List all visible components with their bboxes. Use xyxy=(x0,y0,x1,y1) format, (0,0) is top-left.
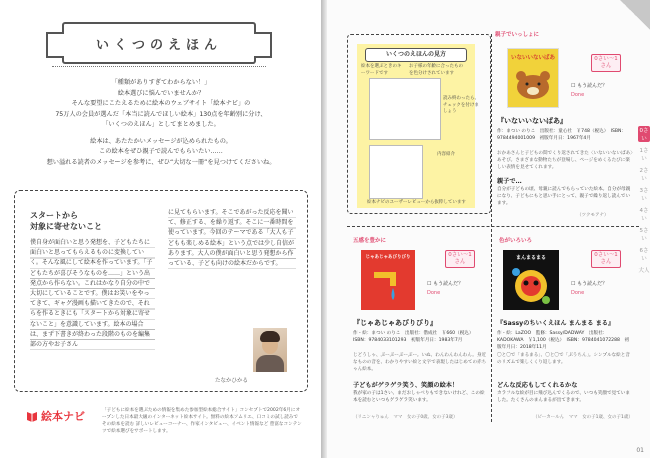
book-title: 『いないいないばあ』 xyxy=(497,117,567,125)
index-tab[interactable]: 4さい xyxy=(639,208,649,222)
index-tab[interactable]: 5さい xyxy=(639,228,649,242)
right-page xyxy=(327,0,650,458)
row-divider xyxy=(347,226,639,227)
book-tag: 親子でいっしょに xyxy=(495,32,540,38)
colorful-circles-icon xyxy=(508,264,554,306)
read-label: もう読んだ？ xyxy=(577,83,608,89)
review-heading: 親子で… xyxy=(497,178,522,185)
intro-line: この絵本をぜひ親子で読んでもらいたい…… xyxy=(99,148,223,155)
book-description: おかあさんと子どもの間でくり返されてきた〈いないいないばあ〉あそび。さまざまな動物たちが登場し、ページをめくるたびに楽しい表情を見せてくれます。 xyxy=(497,151,633,170)
logo-text: 絵本ナビ xyxy=(41,410,85,423)
index-tab[interactable]: 0さい xyxy=(639,128,649,142)
age-badge: 0さい〜1さん xyxy=(591,54,621,72)
intro-line: 絵本は、あたたかいメッセージが込められたもの。 xyxy=(90,137,232,145)
book-meta: 作：まつい のりこ 出版社：童心社 ￥748（税込） ISBN：9784494001009 初版年月日：1967年4月 xyxy=(497,129,627,141)
read-label: もう読んだ？ xyxy=(577,281,608,287)
done-label: Done xyxy=(427,290,441,296)
book-tag: 五感を豊かに xyxy=(353,238,387,244)
author-signature: たなかひかる xyxy=(215,378,249,384)
intro-line: 想い溢れる読者のメッセージを参考に、ぜひ“大切な一冊”を見つけてくださいね。 xyxy=(46,158,276,166)
cover-title: まんまるまる xyxy=(515,255,546,261)
page-corner-fold xyxy=(620,0,650,30)
review-heading: 子どもがゲラゲラ笑う、笑顔の絵本！ xyxy=(353,382,459,389)
book-description: 〇と〇で「まるまる」、〇と〇で「ぶうちん」。シンプルな絵と音のリズムで楽しくくり返します。 xyxy=(497,353,630,365)
book-logo-icon xyxy=(26,410,38,422)
index-tab[interactable]: 1さい xyxy=(639,148,649,162)
letter-heading-line: 対象に寄せないこと xyxy=(30,222,102,231)
book-cover xyxy=(503,250,559,310)
letter-heading xyxy=(30,210,102,232)
book-description: じどうしゃ、ぶーぶーぶーぶー。いぬ、わんわんわんわん。身近なものの音を、わかりやすい絵と文字で表現したはじめての赤ちゃん絵本。 xyxy=(353,353,487,372)
book-meta: 作・絵：LaZOO 監修：Sassy/DADWAY 出版社：KADOKAWA ￥1,100（税込） ISBN：9784041072288 初版年月日：2018年11月 xyxy=(497,331,630,350)
bear-illustration-icon xyxy=(513,69,553,101)
title-divider xyxy=(52,66,266,67)
read-check[interactable]: ☐ もう読んだ？ xyxy=(571,83,608,89)
letter-column-a xyxy=(30,238,155,350)
intro-line: 絵本選びに悩んでいませんか？ xyxy=(117,89,205,97)
faucet-illustration-icon xyxy=(368,268,408,302)
intro-line: そんな要望にこたえるために絵本のウェブサイト「絵本ナビ」の xyxy=(71,100,251,107)
review-heading: どんな反応もしてくれるかな xyxy=(497,382,578,389)
index-tab[interactable]: 2さい xyxy=(639,168,649,182)
index-tab[interactable]: 大人 xyxy=(638,268,650,274)
done-label: Done xyxy=(571,290,585,296)
review-text: カラフルな絵が目に飛び込んでくるので、いつも笑顔で見ていました。たくさんのまんまるが出てきます。 xyxy=(497,391,630,403)
cover-title: じゃあじゃあびりびり xyxy=(365,255,411,260)
guide-note: 内容紹介 xyxy=(437,152,455,157)
letter-text: に見てもらいます。そこであがった反応を聞いて、修正する、を繰り返す。そこに一番時間を使っています。今回のテーマである「大人も子どもも楽しめる絵本」という点では少し自信があります。大人の僕が面白いと思う発想から作っている、子ども向けの絵本だからです。 xyxy=(168,209,295,268)
review-text: 我が家の子は1さい、まだおしゃべりもできないけれど、この絵本を読むといつもゲラゲラ笑います。 xyxy=(353,391,485,403)
guide-sample-text xyxy=(369,145,423,199)
page-title: いくつのえほん xyxy=(62,22,256,64)
review-text: 自分が子どもの頃、母親に読んでもらっていた絵本。自分が母親になり、子どもにもと思い手にとって、親子で繰り返し読んでいます。 xyxy=(497,187,631,206)
book-cover xyxy=(507,48,559,108)
column-divider xyxy=(491,34,492,422)
guide-sample-card xyxy=(369,78,441,140)
reviewer-name: （ピーカールん ママ 女の子1歳、女の子1歳） xyxy=(533,415,633,420)
age-badge: 0さい〜1さん xyxy=(591,250,621,268)
done-label: Done xyxy=(571,92,585,98)
read-label: もう読んだ？ xyxy=(433,281,464,287)
guide-note: 絵本ナビのユーザーレビューから抜粋しています xyxy=(367,200,466,205)
author-photo xyxy=(253,328,287,372)
age-badge: 0さい〜1さん xyxy=(445,250,475,268)
reviewer-name: （ツクモアナ） xyxy=(577,213,609,218)
intro-line: 75万人の会員が選んだ「本当に読んでほしい絵本」130点を年齢別に分け、 xyxy=(55,110,267,118)
ehon-navi-logo xyxy=(26,408,85,424)
letter-column-b xyxy=(168,208,296,269)
book-title: 『Sassyのちいくえほん まんまる まる』 xyxy=(497,320,615,327)
left-page xyxy=(0,0,321,458)
logo-description: 「子どもに絵本を選ぶための情報を集めた参加型絵本総合サイト」コンセプトで2002年6月にオープンした日本最大級のインターネット絵本サイト。無料の絵本ソムリエ、口コミの試し読みでその絵本を読む 詳しいレビューコーナー、作家インタビュー、イベント情報など 豊富なコンテンツで絵本選びをサポートします。 xyxy=(102,408,302,434)
guide-note: お子様の年齢に合ったものを色分けされています xyxy=(409,64,463,76)
index-tab[interactable]: 6さい xyxy=(639,248,649,262)
reviewer-name: （リニンャりゅん ママ 女の子0歳、女の子3歳） xyxy=(353,415,458,420)
age-index-sidebar xyxy=(638,126,650,274)
read-check[interactable]: ☐ もう読んだ？ xyxy=(427,281,464,287)
index-tab[interactable]: 3さい xyxy=(639,188,649,202)
guide-note: 絵本を選ぶときのキーワードです xyxy=(361,64,402,76)
guide-note: 読み終わったら、チェックを付けましょう xyxy=(443,96,479,114)
book-cover xyxy=(361,250,415,310)
book-meta: 作・絵：まつい のりこ 出版社：偕成社 ￥660（税込） ISBN：9784033101293 初版年月日：1983年7月 xyxy=(353,331,476,343)
book-title: 『じゃあじゃあびりびり』 xyxy=(353,319,437,327)
book-tag: 色がいろいろ xyxy=(499,238,533,244)
intro-text xyxy=(36,78,286,168)
cover-title: いないいないばあ xyxy=(510,55,555,61)
intro-line: 「いくつのえほん」としてまとめました。 xyxy=(102,121,220,128)
letter-heading-line: スタートから xyxy=(30,211,78,220)
page-number: 01 xyxy=(636,447,644,454)
letter-text: 僕自身が面白いと思う発想を、子どもたちに面白いと思ってもらえるものに変換していく。そんな風にして絵本を作っています。「子どもたちが喜びそうなものを……」という出発点から作らない。これはかなり自分の中で大切にしていることです。僕はお笑いをやってきて、ギャグ漫画も描いてきたので、それらを作るときにも「スタートから対象に寄せないこと」を意識しています。絵本の場合は、まず下書きが終わった段階のものを編集部の方やお子さん xyxy=(30,239,153,349)
read-check[interactable]: ☐ もう読んだ？ xyxy=(571,281,608,287)
intro-line: 「種類がありすぎてわからない！」 xyxy=(111,79,211,86)
guide-title: いくつのえほんの見方 xyxy=(365,48,467,62)
